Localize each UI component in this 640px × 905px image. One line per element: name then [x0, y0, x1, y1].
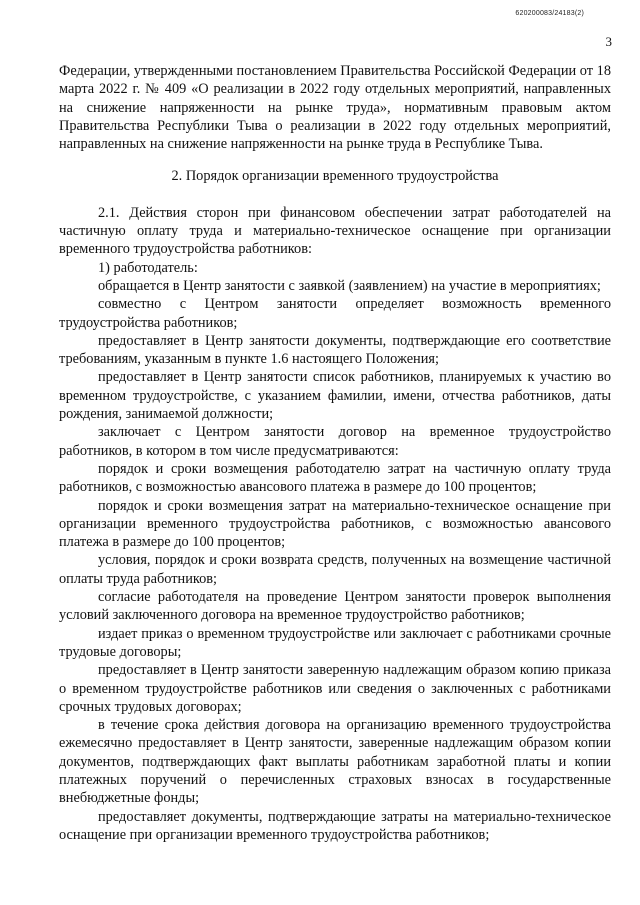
- paragraph-item: согласие работодателя на проведение Центром занятости проверок выполнения условий заключенного договора на временное трудоустройство работников;: [59, 589, 611, 624]
- paragraph-item: издает приказ о временном трудоустройстве или заключает с работниками срочные трудовые договоры;: [59, 625, 611, 660]
- intro-paragraph: Федерации, утвержденными постановлением Правительства Российской Федерации от 18 марта 2022 г. № 409 «О реализации в 2022 году отдельных мероприятий, направленных на снижение напряженности на рынке труда», нормативным правовым актом Правительства Республики Тыва о реализации в 2022 году отдельных мероприятий, направленных на снижение напряженности на рынке труда в Республике Тыва.: [59, 63, 611, 153]
- paragraph-item: предоставляет в Центр занятости список работников, планируемых к участию во временном трудоустройстве, с указанием фамилии, имени, отчества работников, даты рождения, занимаемой должности;: [59, 369, 611, 423]
- paragraph-2-1: 2.1. Действия сторон при финансовом обеспечении затрат работодателей на частичную оплату труда и материально-техническое оснащение при организации временного трудоустройства работников:: [59, 204, 611, 258]
- paragraph-item: порядок и сроки возмещения затрат на материально-техническое оснащение при организации временного трудоустройства работников, с возможностью авансового платежа в размере до 100 процентов;: [59, 497, 611, 551]
- page-number: 3: [605, 34, 612, 49]
- section-heading: 2. Порядок организации временного трудоустройства: [171, 168, 499, 185]
- document-body: [59, 62, 611, 844]
- document-registration-number: 620200083/24183(2): [515, 10, 584, 17]
- paragraph-employer: 1) работодатель:: [98, 259, 198, 276]
- paragraph-item: в течение срока действия договора на организацию временного трудоустройства ежемесячно предоставляет в Центр занятости, заверенные надлежащим образом копии документов, подтверждающих факт выплаты работникам заработной платы и копии платежных поручений о перечисленных страховых взносах в государственные внебюджетные фонды;: [59, 717, 611, 807]
- paragraph-item: условия, порядок и сроки возврата средств, полученных на возмещение частичной оплаты труда работников;: [59, 552, 611, 587]
- paragraph-item: предоставляет в Центр занятости заверенную надлежащим образом копию приказа о временном трудоустройстве работников или сведения о заключенных с работниками срочных трудовых договорах;: [59, 662, 611, 715]
- paragraph-item: совместно с Центром занятости определяет возможность временного трудоустройства работников;: [59, 296, 611, 331]
- paragraph-item: предоставляет документы, подтверждающие затраты на материально-техническое оснащение при организации временного трудоустройства работников;: [59, 808, 611, 843]
- paragraph-item: обращается в Центр занятости с заявкой (заявлением) на участие в мероприятиях;: [98, 277, 601, 294]
- paragraph-item: заключает с Центром занятости договор на временное трудоустройство работников, в котором в том числе предусматриваются:: [59, 424, 611, 459]
- paragraph-item: предоставляет в Центр занятости документы, подтверждающие его соответствие требованиям, указанным в пункте 1.6 настоящего Положения;: [59, 332, 611, 368]
- paragraph-item: порядок и сроки возмещения работодателю затрат на частичную оплату труда работников, с возможностью авансового платежа в размере до 100 процентов;: [59, 460, 611, 496]
